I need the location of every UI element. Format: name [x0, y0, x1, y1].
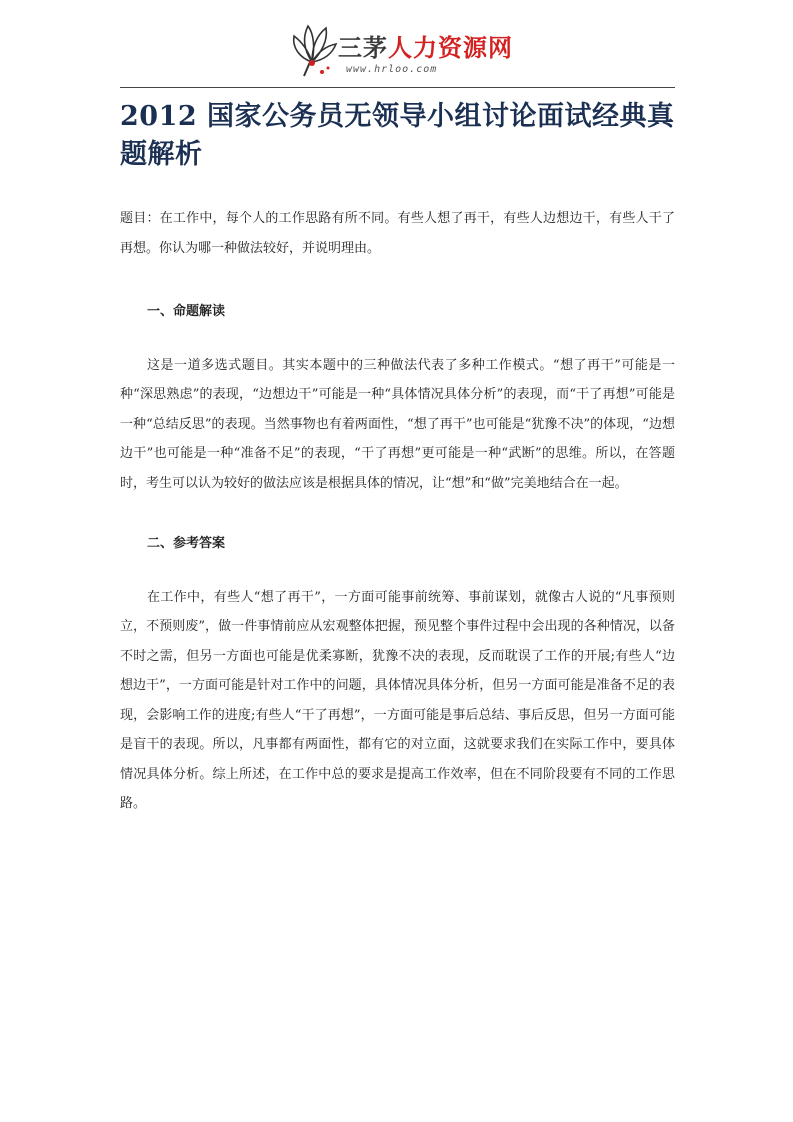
question-paragraph: 题目：在工作中，每个人的工作思路有所不同。有些人想了再干，有些人边想边干，有些人干了再想。你认为哪一种做法较好，并说明理由。	[120, 211, 675, 256]
header-divider	[120, 87, 675, 88]
section-body-interpretation: 这是一道多选式题目。其实本题中的三种做法代表了多种工作模式。“想了再干”可能是一种“深思熟虑”的表现，“边想边干”可能是一种“具体情况具体分析”的表现，而“干了再想”可能是一种“总结反思”的表现。当然事物也有着两面性，“想了再干”也可能是“犹豫不决”的体现，“边想边干”也可能是一种“准备不足”的表现，“干了再想”更可能是一种“武断”的思维。所以，在答题时，考生可以认为较好的做法应该是根据具体的情况，让“想”和“做”完美地结合在一起。	[120, 357, 675, 491]
section-heading-interpretation: 一、命题解读	[147, 304, 226, 319]
logo-url: www.hrloo.com	[346, 64, 438, 75]
logo-name-part2: 人力资源网	[388, 34, 513, 62]
logo-name	[338, 28, 513, 63]
section-heading-answer: 二、参考答案	[147, 536, 226, 551]
logo-name-part1: 三茅	[338, 34, 388, 62]
document-title: 2012 国家公务员无领导小组讨论面试经典真题解析	[120, 101, 675, 170]
document-body	[120, 204, 675, 850]
page-header	[120, 18, 675, 88]
site-logo	[282, 20, 522, 84]
fan-shell-icon	[282, 20, 338, 80]
section-body-answer: 在工作中，有些人“想了再干”，一方面可能事前统筹、事前谋划，就像古人说的“凡事预则立，不预则废”，做一件事情前应从宏观整体把握，预见整个事件过程中会出现的各种情况，以备不时之需，但另一方面也可能是优柔寡断，犹豫不决的表现，反而耽误了工作的开展;有些人“边想边干”，一方面可能是针对工作中的问题，具体情况具体分析，但另一方面可能是准备不足的表现，会影响工作的进度;有些人“干了再想”，一方面可能是事后总结、事后反思，但另一方面可能是盲干的表现。所以，凡事都有两面性，都有它的对立面，这就要求我们在实际工作中，要具体情况具体分析。综上所述，在工作中总的要求是提高工作效率，但在不同阶段要有不同的工作思路。	[120, 589, 675, 811]
